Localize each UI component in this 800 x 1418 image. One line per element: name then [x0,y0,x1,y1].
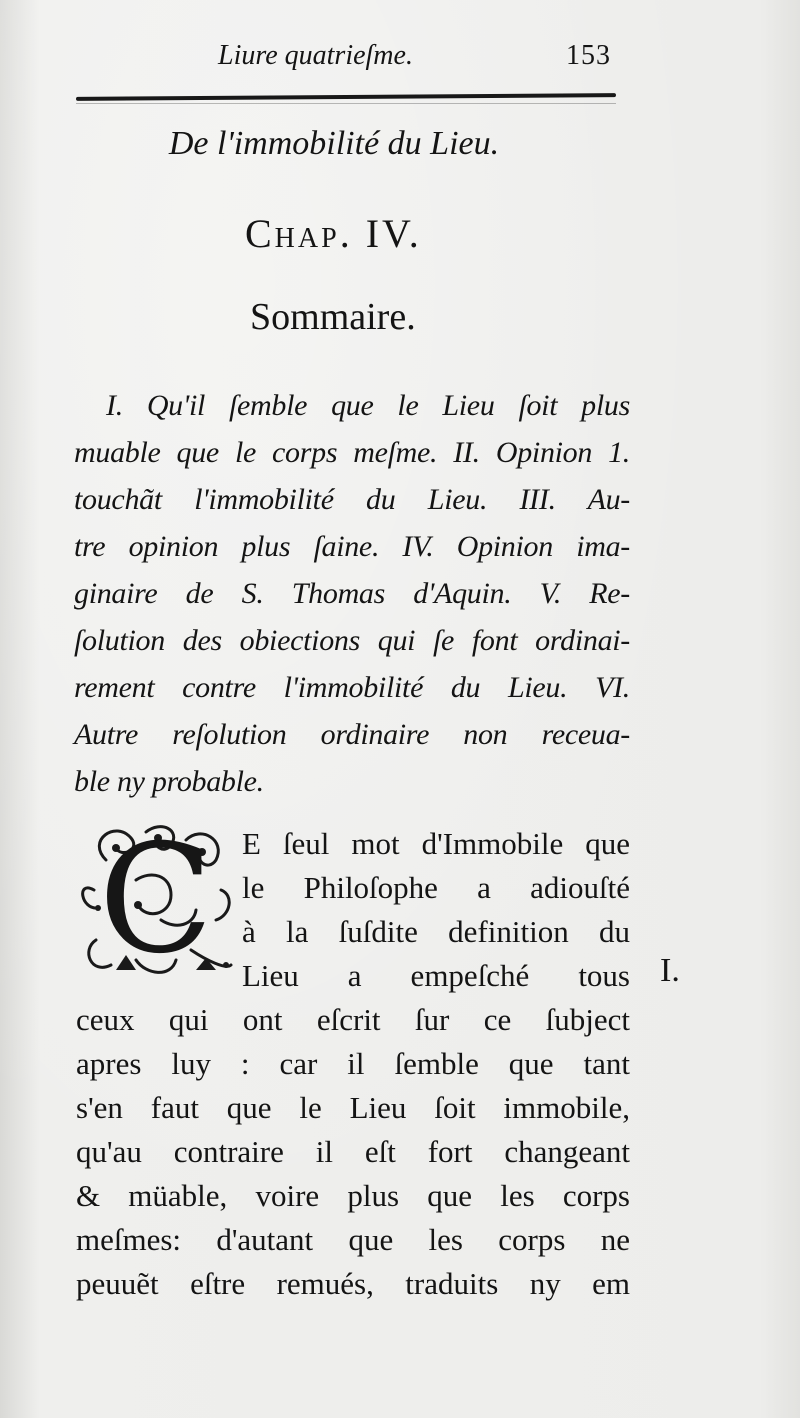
body-line: à la ſuſdite definition du [242,914,630,949]
header-rule-shadow [76,103,616,104]
body-line: qu'au contraire il eſt fort changeant [76,1134,630,1169]
sommaire-heading: Sommaire. [250,296,416,338]
summary-line: Autre reſolution ordinaire non receua- [74,718,630,751]
body-line: & müable, voire plus que les corps [76,1178,630,1213]
body-line: apres luy : car il ſemble que tant [76,1046,630,1081]
drop-cap-letter: C [98,813,214,987]
body-line: E ſeul mot d'Immobile que [242,826,630,861]
summary-line: ſolution des obiections qui ſe font ordinai- [74,624,630,657]
summary-line: muable que le corps meſme. II. Opinion 1. [74,436,630,469]
margin-note: I. [660,952,680,989]
body-line: ceux qui ont eſcrit ſur ce ſubject [76,1002,630,1037]
summary-line: rement contre l'immobilité du Lieu. VI. [74,671,630,704]
summary-line: touchãt l'immobilité du Lieu. III. Au- [74,483,630,516]
body-line: Lieu a empeſché tous [242,958,630,993]
summary-line: ble ny probable. [74,765,264,798]
chapter-summary [74,382,630,805]
header-rule [76,93,616,101]
chapter-title [0,125,800,163]
page-number: 153 [566,40,611,71]
body-line: peuuẽt eſtre remués, traduits ny em [76,1266,630,1301]
running-head-title: Liure quatrieſme. [218,40,413,71]
summary-line: I. Qu'il ſemble que le Lieu ſoit plus [106,389,630,422]
summary-line: tre opinion plus ſaine. IV. Opinion ima- [74,530,630,563]
running-head [0,36,800,86]
body-paragraph [76,813,630,1306]
body-line: s'en faut que le Lieu ſoit immobile, [76,1090,630,1125]
body-line: le Philoſophe a adiouſté [242,870,630,905]
summary-line: ginaire de S. Thomas d'Aquin. V. Re- [74,577,630,610]
body-line: meſmes: d'autant que les corps ne [76,1222,630,1257]
chapter-number: Chap. IV. [245,211,422,256]
chapter-title-text: De l'immobilité du Lieu. [168,125,500,162]
